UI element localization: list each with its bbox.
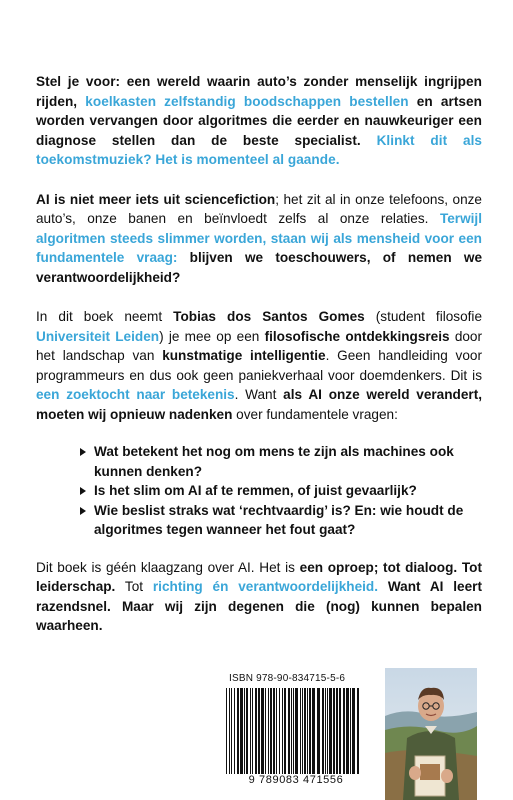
question-item [80, 501, 482, 540]
closing-highlight-3: Want AI leert razendsnel. Maar wij zijn degenen die (nog) kunnen bepalen waarheen. [36, 579, 482, 633]
ai-highlight: Terwijl algoritmen steeds slimmer worden, staan wij als mensheid voor een fundamentele vraag: [36, 211, 482, 265]
barcode-bar [284, 688, 286, 774]
barcode-bar [350, 688, 351, 774]
barcode-bar [317, 688, 320, 774]
barcode-digits: 9 789083 471556 [222, 774, 370, 786]
ai-question: blijven we toeschouwers, of nemen we verantwoordelijkheid? [36, 250, 483, 285]
barcode-bar [307, 688, 308, 774]
barcode-bar [255, 688, 257, 774]
book-highlight-4: als AI onze wereld verandert, moeten wij opnieuw nadenken [36, 387, 483, 422]
barcode-bar [291, 688, 292, 774]
ai-paragraph [36, 190, 482, 288]
barcode-bar [336, 688, 338, 774]
book-highlight-2: kunstmatige intelligentie [162, 348, 326, 363]
barcode-bar [265, 688, 266, 774]
closing-text-2: Tot [124, 579, 144, 594]
barcode-bar [273, 688, 275, 774]
barcode-bar [329, 688, 332, 774]
barcode-bar [237, 688, 239, 774]
barcode-bar [268, 688, 269, 774]
barcode-bar [309, 688, 311, 774]
book-text-3: ) je mee op een [159, 328, 260, 344]
barcode-bar [250, 688, 251, 774]
intro-paragraph [36, 72, 482, 170]
barcode-bar [312, 688, 315, 774]
barcode-bar [293, 688, 294, 783]
book-text-4: door het landschap van [36, 328, 483, 363]
question-text: Is het slim om AI af te remmen, of juist gevaarlijk? [94, 483, 417, 498]
ai-statement: AI is niet meer iets uit sciencefiction [36, 191, 276, 207]
book-paragraph [36, 307, 482, 424]
author-name: Tobias dos Santos Gomes [173, 309, 365, 324]
barcode-bar [231, 688, 232, 774]
book-highlight-1: filosofische ontdekkingsreis [264, 328, 450, 344]
isbn-barcode [224, 688, 364, 783]
book-text-2: (student filosofie [375, 309, 483, 324]
triangle-bullet-icon [80, 448, 86, 456]
barcode-bar [333, 688, 335, 774]
question-list [36, 442, 482, 540]
author-photo [385, 668, 477, 800]
barcode-bar [246, 688, 248, 774]
back-cover-text [36, 72, 482, 636]
intro-highlight: koelkasten zelfstandig boodschappen bestellen [85, 93, 409, 109]
barcode-bar [282, 688, 283, 774]
closing-highlight-2: richting én verantwoordelijkheid. [152, 579, 378, 594]
book-text-6: . Want [234, 387, 277, 402]
intro-highlight-2: Klinkt dit als toekomstmuziek? Het is momenteel al gaande. [36, 132, 483, 167]
barcode-bar [288, 688, 290, 774]
closing-text-1: Dit boek is géén klaagzang over AI. Het is [36, 559, 295, 575]
barcode-bar [279, 688, 280, 774]
barcode-bar [352, 688, 355, 774]
barcode-bar [339, 688, 341, 774]
barcode-bar [300, 688, 301, 774]
barcode-bar [304, 688, 306, 774]
barcode-bar [276, 688, 277, 774]
barcode-bar [295, 688, 298, 783]
triangle-bullet-icon [80, 487, 86, 495]
barcode-bar [322, 688, 324, 774]
barcode-bar [270, 688, 272, 774]
barcode-bar [261, 688, 264, 774]
barcode-bar [302, 688, 303, 774]
barcode-bar [327, 688, 328, 774]
university-name: Universiteit Leiden [36, 328, 160, 344]
book-text-1: In dit boek neemt [36, 309, 163, 324]
question-item [80, 442, 482, 481]
question-text: Wat betekent het nog om mens te zijn als machines ook kunnen denken? [94, 444, 454, 479]
barcode-bar [240, 688, 243, 774]
ai-text: ; het zit al in onze telefoons, onze auto’s, onze banen en beïnvloedt zelfs al onze relaties. [36, 191, 482, 226]
barcode-bar [234, 688, 235, 774]
barcode-bar [343, 688, 345, 774]
barcode-bar [325, 688, 326, 774]
intro-sentence: Stel je voor: een wereld waarin auto’s zonder menselijk ingrijpen rijden, [36, 74, 482, 109]
question-item [80, 481, 482, 501]
barcode-bar [258, 688, 260, 774]
book-text-7: over fundamentele vragen: [236, 406, 398, 422]
closing-paragraph [36, 558, 482, 636]
barcode-bar [346, 688, 349, 774]
barcode-bar [226, 688, 227, 783]
barcode-bar [357, 688, 359, 774]
barcode-bar [252, 688, 253, 774]
isbn-label: ISBN 978-90-834715-5-6 [229, 673, 346, 684]
barcode-bar [244, 688, 245, 774]
barcode-bar [229, 688, 230, 774]
book-text-5: . Geen handleiding voor programmeurs en dus ook geen paniekverhaal voor doemdenkers. Dit is [36, 348, 483, 383]
question-text: Wie beslist straks wat ‘rechtvaardig’ is? En: wie houdt de algoritmes tegen wanneer het fout gaat? [94, 502, 464, 537]
triangle-bullet-icon [80, 507, 86, 515]
closing-highlight-1: een oproep; tot dialoog. Tot leiderschap. [36, 559, 483, 594]
book-highlight-3: een zoektocht naar betekenis [36, 387, 235, 402]
intro-sentence-2: en artsen worden vervangen door algoritmes die eerder en nauwkeuriger een diagnose stellen dan de beste specialist. [36, 93, 482, 148]
